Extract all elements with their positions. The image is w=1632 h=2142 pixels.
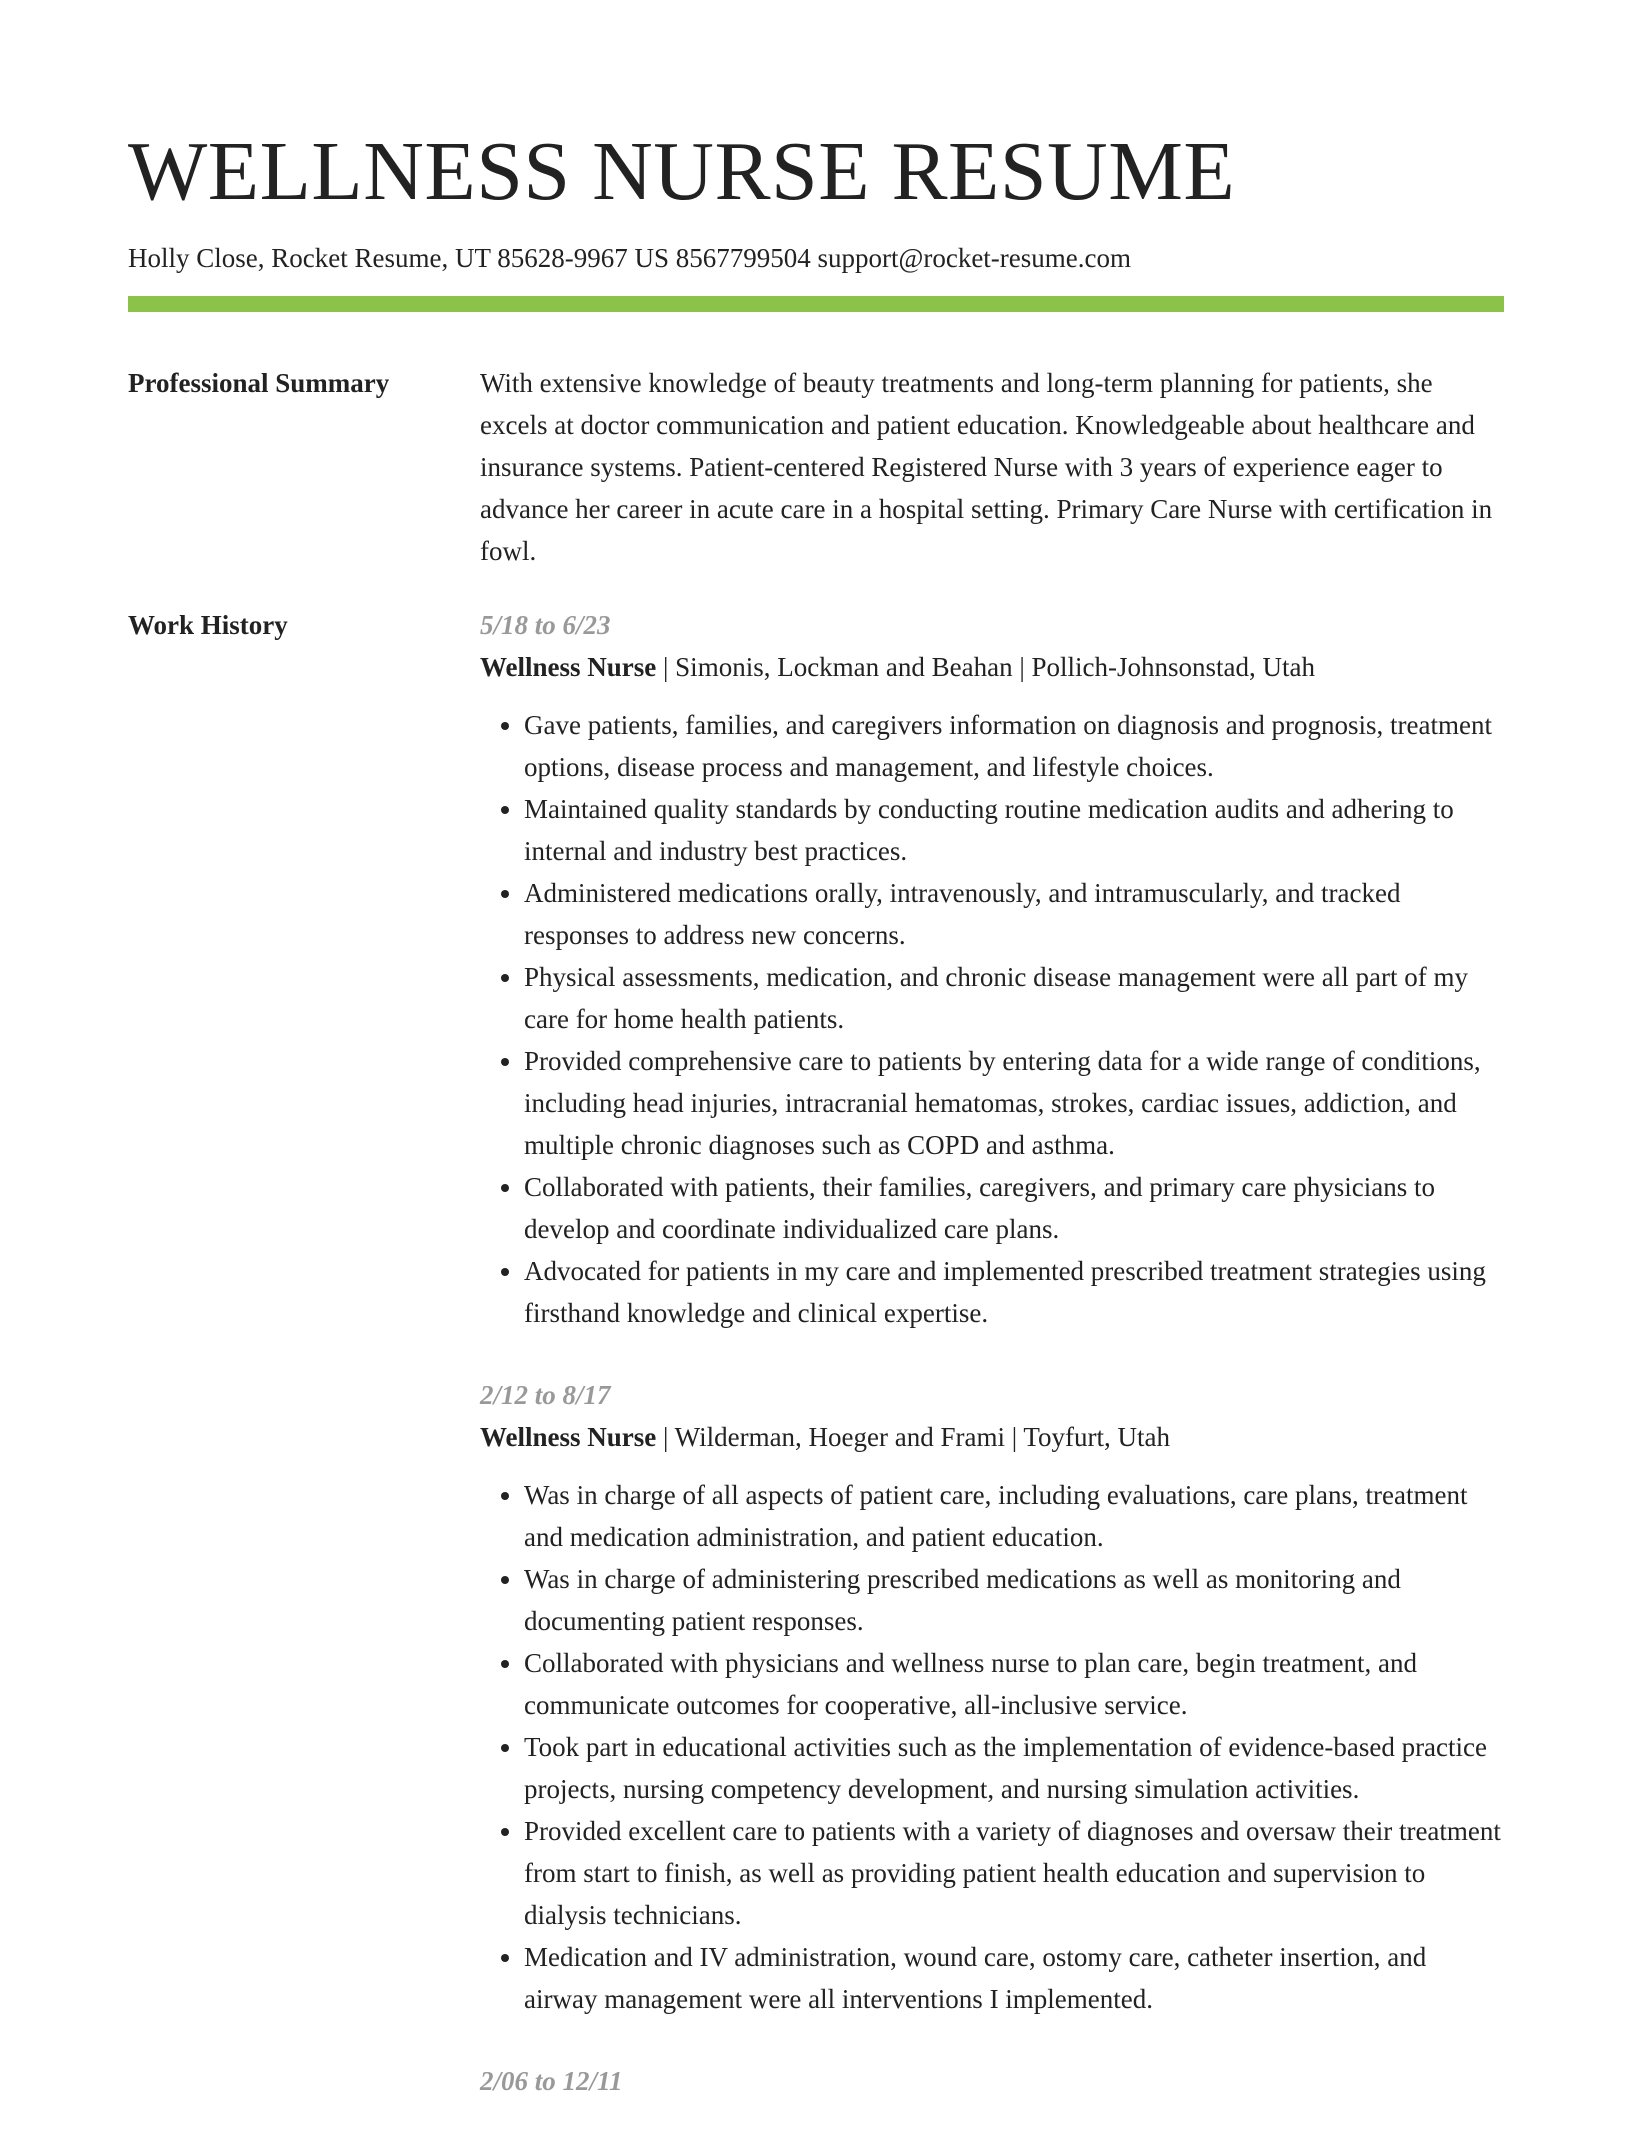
job-bullets bbox=[480, 704, 1504, 1334]
job-bullet: • Maintained quality standards by conducting routine medication audits and adhering to internal and industry best practices. bbox=[524, 788, 1504, 872]
professional-summary-section bbox=[128, 362, 1504, 572]
work-history-body bbox=[480, 604, 1504, 2142]
work-history-section bbox=[128, 604, 1504, 2142]
summary-text: With extensive knowledge of beauty treatments and long-term planning for patients, she excels at doctor communication and patient education. Knowledgeable about healthcare and insurance systems. Patient-centered Registered Nurse with 3 years of experience eager to advance her career in acute care in a hospital setting. Primary Care Nurse with certification in fowl. bbox=[480, 368, 1493, 566]
job-bullet: • Was in charge of administering prescribed medications as well as monitoring and documenting patient responses. bbox=[524, 1558, 1504, 1642]
job-bullets bbox=[480, 1474, 1504, 2020]
job-bullet: • Took part in educational activities such as the implementation of evidence-based practice projects, nursing competency development, and nursing simulation activities. bbox=[524, 1726, 1504, 1810]
contact-line: Holly Close, Rocket Resume, UT 85628-9967 US 8567799504 support@rocket-resume.com bbox=[128, 243, 1131, 273]
job-bullet: • Collaborated with patients, their families, caregivers, and primary care physicians to develop and coordinate individualized care plans. bbox=[524, 1166, 1504, 1250]
job-title-line bbox=[480, 646, 1504, 688]
job-dates: 2/06 to 12/11 bbox=[480, 2066, 623, 2096]
job-title: Wellness Nurse bbox=[480, 652, 657, 682]
job-title-line bbox=[480, 1416, 1504, 1458]
section-label-work-history: Work History bbox=[128, 610, 288, 640]
job-entry bbox=[480, 2060, 1504, 2102]
resume-page bbox=[128, 0, 1504, 2142]
job-bullet: • Advocated for patients in my care and implemented prescribed treatment strategies using firsthand knowledge and clinical expertise. bbox=[524, 1250, 1504, 1334]
job-bullet: • Was in charge of all aspects of patient care, including evaluations, care plans, treatment and medication administration, and patient education. bbox=[524, 1474, 1504, 1558]
job-entry bbox=[480, 604, 1504, 1334]
summary-body bbox=[480, 362, 1504, 572]
section-label-summary: Professional Summary bbox=[128, 368, 390, 398]
job-title: Wellness Nurse bbox=[480, 1422, 657, 1452]
job-entry bbox=[480, 1374, 1504, 2020]
job-bullet: • Physical assessments, medication, and chronic disease management were all part of my care for home health patients. bbox=[524, 956, 1504, 1040]
job-bullet: • Administered medications orally, intravenously, and intramuscularly, and tracked responses to address new concerns. bbox=[524, 872, 1504, 956]
job-bullet: • Provided excellent care to patients with a variety of diagnoses and oversaw their treatment from start to finish, as well as providing patient health education and supervision to dialysis technicians. bbox=[524, 1810, 1504, 1936]
job-bullet: • Provided comprehensive care to patients by entering data for a wide range of conditions, including head injuries, intracranial hematomas, strokes, cardiac issues, addiction, and multiple chronic diagnoses such as COPD and asthma. bbox=[524, 1040, 1504, 1166]
job-bullet: • Gave patients, families, and caregivers information on diagnosis and prognosis, treatment options, disease process and management, and lifestyle choices. bbox=[524, 704, 1504, 788]
job-dates: 2/12 to 8/17 bbox=[480, 1380, 611, 1410]
accent-divider bbox=[128, 296, 1504, 312]
resume-title: WELLNESS NURSE RESUME bbox=[128, 125, 1236, 218]
job-bullet: • Collaborated with physicians and wellness nurse to plan care, begin treatment, and communicate outcomes for cooperative, all-inclusive service. bbox=[524, 1642, 1504, 1726]
job-employer-location: | Wilderman, Hoeger and Frami | Toyfurt, Utah bbox=[656, 1422, 1170, 1452]
job-bullet: • Medication and IV administration, wound care, ostomy care, catheter insertion, and airway management were all interventions I implemented. bbox=[524, 1936, 1504, 2020]
job-dates: 5/18 to 6/23 bbox=[480, 610, 611, 640]
job-employer-location: | Simonis, Lockman and Beahan | Pollich-Johnsonstad, Utah bbox=[656, 652, 1315, 682]
